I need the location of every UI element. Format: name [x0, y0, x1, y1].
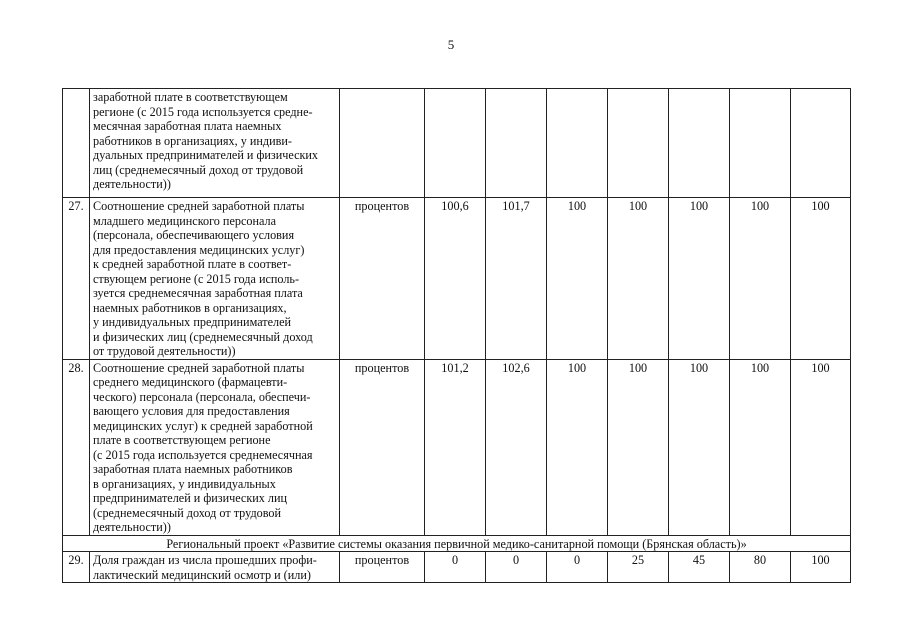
row-value: 100 — [791, 198, 851, 360]
description-line: в организациях, у индивидуальных — [93, 476, 276, 491]
row-value: 45 — [669, 552, 730, 583]
table-row — [63, 198, 851, 360]
row-value — [730, 89, 791, 198]
row-value: 80 — [730, 552, 791, 583]
description-line: от трудовой деятельности)) — [93, 344, 236, 358]
row-value — [547, 89, 608, 198]
row-description — [90, 89, 340, 198]
row-description — [90, 359, 340, 535]
description-line: лактический медицинский осмотр и (или) — [93, 567, 311, 582]
description-line: ствующем регионе (с 2015 года исполь- — [93, 271, 300, 286]
section-title: Региональный проект «Развитие системы оказания первичной медико-санитарной помощи (Брянская область)» — [63, 535, 851, 552]
row-value: 102,6 — [486, 359, 547, 535]
row-value — [486, 89, 547, 198]
row-value: 100 — [791, 552, 851, 583]
row-value — [425, 89, 486, 198]
row-number — [63, 89, 90, 198]
description-line: медицинских услуг) к средней заработной — [93, 418, 313, 433]
description-line: заработной плате в соответствующем — [93, 90, 288, 104]
description-line: (персонала, обеспечивающего условия — [93, 228, 295, 242]
row-value: 100 — [608, 359, 669, 535]
row-value: 100 — [730, 359, 791, 535]
row-value: 100 — [608, 198, 669, 360]
row-value: 0 — [425, 552, 486, 583]
row-value: 100 — [669, 198, 730, 360]
description-line: вающего условия для предоставления — [93, 404, 290, 418]
description-line: дуальных предпринимателей и физических — [93, 148, 319, 162]
description-line: деятельности)) — [93, 520, 171, 534]
row-description — [90, 552, 340, 583]
row-value: 101,7 — [486, 198, 547, 360]
row-value — [669, 89, 730, 198]
row-value: 100 — [547, 359, 608, 535]
description-line: младшего медицинского персонала — [93, 213, 276, 228]
description-line: регионе (с 2015 года используется средне- — [93, 104, 313, 119]
row-number: 28. — [63, 359, 90, 535]
row-value: 0 — [486, 552, 547, 583]
description-line: зуется среднемесячная заработная плата — [93, 286, 303, 300]
table-row — [63, 359, 851, 535]
description-line: среднего медицинского (фармацевти- — [93, 375, 288, 389]
description-line: Соотношение средней заработной платы — [93, 360, 305, 375]
description-line: плате в соответствующем регионе — [93, 433, 271, 447]
description-line: Доля граждан из числа прошедших профи- — [93, 553, 317, 567]
row-value — [608, 89, 669, 198]
description-line: наемных работников в организациях, — [93, 300, 287, 315]
row-unit — [340, 89, 425, 198]
row-unit: процентов — [340, 552, 425, 583]
description-line: ческого) персонала (персонала, обеспечи- — [93, 389, 311, 404]
description-line: и физических лиц (среднемесячный доход — [93, 329, 313, 344]
page-number: 5 — [447, 37, 455, 52]
description-line: (с 2015 года используется среднемесячная — [93, 447, 313, 462]
indicators-table — [62, 88, 851, 583]
row-value: 100 — [730, 198, 791, 360]
row-value: 100 — [547, 198, 608, 360]
table-body — [63, 89, 851, 583]
row-value: 100 — [669, 359, 730, 535]
description-line: к средней заработной плате в соответ- — [93, 257, 292, 271]
section-header-row — [63, 535, 851, 552]
table-row — [63, 552, 851, 583]
description-line: (среднемесячный доход от трудовой — [93, 505, 282, 520]
row-value: 100 — [791, 359, 851, 535]
description-line: лиц (среднемесячный доход от трудовой — [93, 162, 304, 177]
row-value — [791, 89, 851, 198]
description-line: заработная плата наемных работников — [93, 462, 293, 476]
description-line: у индивидуальных предпринимателей — [93, 315, 292, 329]
row-unit: процентов — [340, 198, 425, 360]
description-line: Соотношение средней заработной платы — [93, 199, 305, 213]
row-value: 101,2 — [425, 359, 486, 535]
row-number: 27. — [63, 198, 90, 360]
description-line: предпринимателей и физических лиц — [93, 491, 288, 505]
description-line: деятельности)) — [93, 177, 171, 191]
row-description — [90, 198, 340, 360]
description-line: месячная заработная плата наемных — [93, 119, 282, 133]
description-line: работников в организациях, у индиви- — [93, 133, 292, 148]
row-number: 29. — [63, 552, 90, 583]
row-value: 100,6 — [425, 198, 486, 360]
description-line: для предоставления медицинских услуг) — [93, 242, 305, 257]
table-row — [63, 89, 851, 198]
row-value: 0 — [547, 552, 608, 583]
row-unit: процентов — [340, 359, 425, 535]
row-value: 25 — [608, 552, 669, 583]
